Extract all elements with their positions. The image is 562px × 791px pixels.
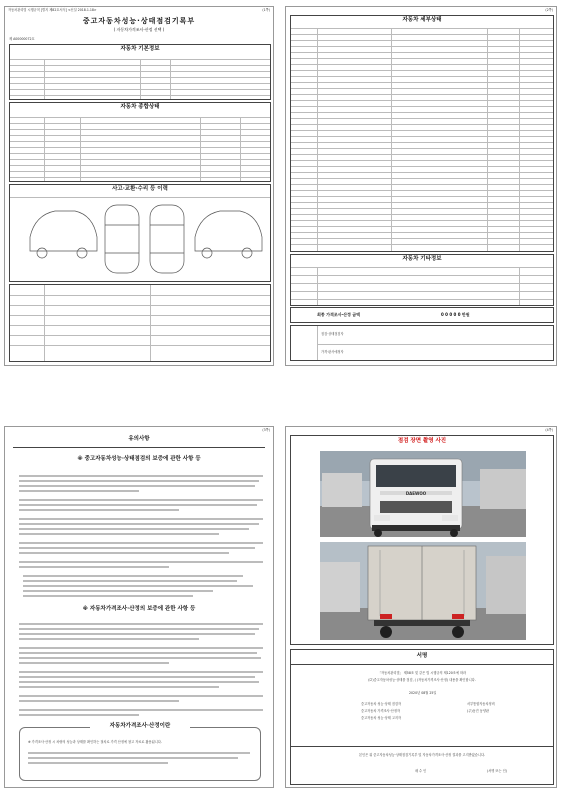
role-pricer: 중고자동차 가격조사·산정자 <box>361 709 400 713</box>
options-section <box>9 284 271 362</box>
page-number: (1쪽) <box>262 8 270 12</box>
signature-section <box>290 325 554 361</box>
page-1 <box>4 6 274 366</box>
receiver-label: 매 수 인 <box>415 769 427 773</box>
role-notifier: 중고자동차 성능·상태 고지자 <box>361 716 401 720</box>
signature-title: 서명 <box>416 653 428 659</box>
document-title: 중고자동차성능·상태점검기록부 <box>82 17 196 25</box>
final-price-value: 0 0 0 0 0 만원 <box>441 312 470 317</box>
detail-condition-section <box>290 15 554 252</box>
price-explanation-box <box>19 723 261 781</box>
page-number: (3쪽) <box>262 428 270 432</box>
basic-info-title: 자동차 기본정보 <box>120 46 160 52</box>
general-condition-title: 자동차 종합상태 <box>120 104 160 110</box>
truck-rear-photo <box>320 542 526 640</box>
signature-date: 2020년 08월 25일 <box>409 691 437 695</box>
price-explanation-note: ※ 가격조사·산정 시 차량의 성능과 상태를 확인하는 절차로 가격 산정에 참고 자료로 활용됩니다. <box>28 740 162 744</box>
signature-block <box>290 649 554 785</box>
performance-guarantee-title: ※ 중고자동차성능·상태점검의 보증에 관한 사항 등 <box>77 456 201 462</box>
accident-history-section <box>9 184 271 282</box>
other-info-section <box>290 254 554 306</box>
truck-brand: DAEWOO <box>405 491 427 496</box>
page-3 <box>4 426 274 788</box>
photo-section-title: 점검 장면 촬영 사진 <box>397 438 447 444</box>
signature-statement-2: (☑)중고자동차성능·상태를 점검, ( )자동차가격조사·산정) 내용을 확인합니다. <box>368 678 476 682</box>
page-2 <box>285 6 557 366</box>
basic-info-section <box>9 44 271 100</box>
page-number: (4쪽) <box>545 428 553 432</box>
pricer-label: 가격·판사에정자 <box>321 350 344 354</box>
final-price-label: 최종 가격조사·산정 금액 <box>317 312 360 317</box>
price-explanation-title: 자동차가격조사·산정이란 <box>90 724 190 730</box>
form-code: 자동차관리법 시행규칙 [별지 제82호서식] <신설 2018.1.18> <box>8 8 97 12</box>
notice-header: 유의사항 <box>128 436 150 442</box>
role-inspector: 중고자동차 성능·상태 점검자 <box>361 702 401 706</box>
document-number: 제 A00000072호 <box>9 37 35 41</box>
detail-condition-title: 자동차 세부상태 <box>402 17 442 23</box>
accident-history-title: 사고·교환·수리 등 이력 <box>112 186 168 192</box>
price-guarantee-title: ※ 자동차가격조사·산정의 보증에 관한 사항 등 <box>82 606 196 612</box>
general-condition-section <box>9 102 271 182</box>
other-info-title: 자동차 기타정보 <box>402 256 442 262</box>
signature-statement-1: 「자동차관리법」 제58조 및 같은 법 시행규칙 제120조에 따라 <box>377 671 467 675</box>
car-diagram <box>10 197 270 281</box>
truck-front-photo <box>320 451 526 537</box>
photo-section <box>290 435 554 645</box>
receipt-statement: 본인은 위 중고자동차성능·상태점검기록부 및 자동차가격조사·산정 결과를 고지받았습니다. <box>358 753 486 757</box>
document-subtitle: ( 자동차가격조사·산정 선택 ) <box>113 27 165 32</box>
inspector-company: 서부통합자동차정비 <box>467 702 495 706</box>
page-number: (2쪽) <box>545 8 553 12</box>
page-4 <box>285 426 557 788</box>
final-price-section <box>290 307 554 323</box>
inspector-label: 점검·상태점검자 <box>321 332 344 336</box>
pricer-company: (주)동진 동양판 <box>467 709 489 713</box>
receiver-sign: (서명 또는 인) <box>487 769 507 773</box>
